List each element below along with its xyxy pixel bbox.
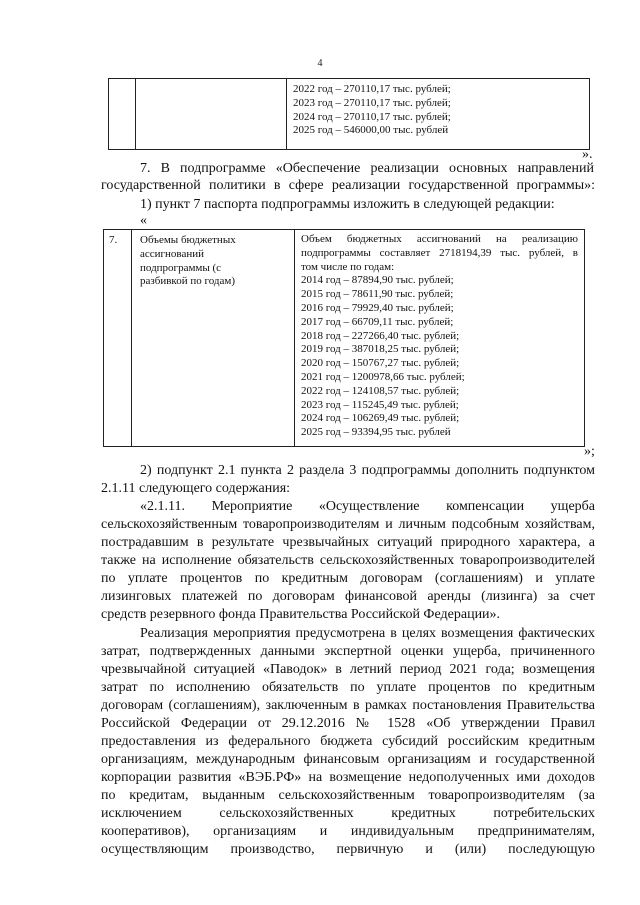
realization-line: Реализация мероприятия предусмотрена в целях возмещения фактических <box>140 626 595 641</box>
realization-line: Российской Федерации от 29.12.2016 № 1528 «Об утверждении Правил <box>101 716 595 731</box>
quote-line: также на исполнение обязательств сельскохозяйственных товаропроизводителей <box>101 553 595 568</box>
closing-quote: ». <box>582 147 593 162</box>
realization-line: чрезвычайной ситуацией «Паводок» в летний период 2021 года; возмещения <box>101 662 595 677</box>
year-line: 2018 год – 227266,40 тыс. рублей; <box>301 329 460 342</box>
year-line: 2025 год – 93394,95 тыс. рублей <box>301 426 451 439</box>
realization-line: договорам (соглашениям), заключенным в рамках постановления Правительства <box>101 698 595 713</box>
section7-line2: государственной политики в сфере реализации государственной программы»: <box>101 178 595 193</box>
page-number: 4 <box>317 58 323 69</box>
year-line: 2022 год – 124108,57 тыс. рублей; <box>301 384 460 397</box>
year-line: 2014 год – 87894,90 тыс. рублей; <box>301 274 454 287</box>
quote-line: «2.1.11. Мероприятие «Осуществление компенсации ущерба <box>140 499 595 514</box>
table-cell-label <box>136 79 287 150</box>
year-line: 2019 год – 387018,25 тыс. рублей; <box>301 343 460 356</box>
year-line: 2016 год – 79929,40 тыс. рублей; <box>301 301 454 314</box>
realization-line: затрат, подтвержденных данными экспертной оценки ущерба, причиненного <box>101 644 595 659</box>
table-line: 2024 год – 270110,17 тыс. рублей; <box>293 110 451 123</box>
realization-line: корпорации развития «ВЭБ.РФ» на возмещение недополученных ими доходов <box>101 770 595 785</box>
realization-line: предоставления из федерального бюджета субсидий российским кредитным <box>101 734 595 749</box>
continuation-table <box>108 78 590 150</box>
quote-line: сельскохозяйственным товаропроизводителям и личным подсобным хозяйствам, <box>101 517 595 532</box>
realization-line: затрат по исполнению обязательств по уплате процентов по кредитным <box>101 680 595 695</box>
passport-item-label: Объемы бюджетных ассигнований подпрограммы (с разбивкой по годам) <box>132 230 295 447</box>
passport-table <box>103 229 585 447</box>
quote-line: пострадавшим в результате чрезвычайных ситуаций природного характера, а <box>101 535 595 550</box>
realization-line: осуществляющим производство, первичную и (или) последующую <box>101 842 595 857</box>
year-line: 2020 год – 150767,27 тыс. рублей; <box>301 357 460 370</box>
table-cell-number <box>109 79 136 150</box>
passport-item-values: Объем бюджетных ассигнований на реализацию подпрограммы составляет 2718194,39 тыс. рублей, в том числе по годам: 2014 год – 87894,90 тыс. рублей; 2015 год – 78611,90 тыс. рублей; 2016 год – 79929,40 тыс. рублей; 2017 год – 66709,11 тыс. рублей; 2018 год – 227266,40 тыс. рублей; 2019 год – 387018,25 тыс. рублей; 2020 год – 150767,27 тыс. рублей; 2021 год – 1200978,66 тыс. рублей; 2022 год – 124108,57 тыс. рублей; 2023 год – 115245,49 тыс. рублей; 2024 год – 106269,49 тыс. рублей; 2025 год – 93394,95 тыс. рублей <box>295 230 585 447</box>
realization-line: кооперативов), организациям и индивидуальным предпринимателям, <box>101 824 595 839</box>
realization-line: организациям, международным финансовым организациям и государственной <box>101 752 595 767</box>
quote-line: средств резервного фонда Правительства Российской Федерации». <box>101 607 501 622</box>
table-cell-values <box>287 79 590 150</box>
year-line: 2021 год – 1200978,66 тыс. рублей; <box>301 370 465 383</box>
section7-line1: 7. В подпрограмме «Обеспечение реализации основных направлений <box>140 161 594 176</box>
section7-item1: 1) пункт 7 паспорта подпрограммы изложить в следующей редакции: <box>140 197 555 212</box>
realization-line: исключением сельскохозяйственных кредитных потребительских <box>101 806 595 821</box>
table-line: 2025 год – 546000,00 тыс. рублей <box>293 124 449 137</box>
passport-closing-quote: »; <box>584 444 595 459</box>
quote-line: по уплате процентов по кредитным договорам (соглашениям) и уплате <box>101 571 595 586</box>
year-line: 2015 год – 78611,90 тыс. рублей; <box>301 288 454 301</box>
year-line: 2024 год – 106269,49 тыс. рублей; <box>301 412 460 425</box>
table-line: 2022 год – 270110,17 тыс. рублей; <box>293 83 451 95</box>
year-line: 2023 год – 115245,49 тыс. рублей; <box>301 398 459 411</box>
opening-quote: « <box>140 213 147 228</box>
quote-line: лизинговых платежей по договорам финансовой аренды (лизинга) за счет <box>101 589 595 604</box>
passport-item-number: 7. <box>104 230 132 447</box>
item2-line1: 2) подпункт 2.1 пункта 2 раздела 3 подпрограммы дополнить подпунктом <box>140 463 595 478</box>
year-line: 2017 год – 66709,11 тыс. рублей; <box>301 315 454 328</box>
realization-line: по кредитам, выданным сельскохозяйственным товаропроизводителям (за <box>101 788 595 803</box>
table-line: 2023 год – 270110,17 тыс. рублей; <box>293 96 451 109</box>
item2-line2: 2.1.11 следующего содержания: <box>101 481 291 496</box>
